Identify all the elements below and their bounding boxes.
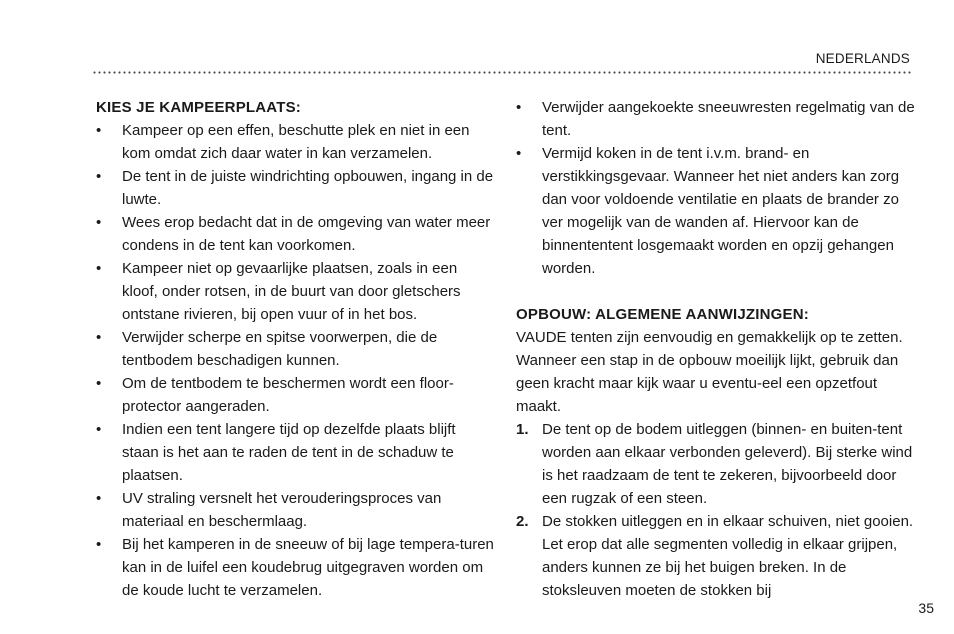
step-number: 1. [516,421,529,438]
bullet-icon: • [96,214,102,231]
bullet-icon: • [96,421,102,438]
setup-intro: VAUDE tenten zijn eenvoudig en gemakkelijk op te zetten. Wanneer een stap in de opbouw moeilijk lijkt, gebruik dan geen kracht maar kijk waar u eventu-eel een opzetfout maakt. [516,329,903,415]
list-item: • Verwijder aangekoekte sneeuwresten regelmatig van de tent. [516,96,916,142]
list-item: • Om de tentbodem te beschermen wordt een floor-protector aangeraden. [96,372,496,418]
language-label: NEDERLANDS [815,51,910,66]
right-column [516,96,916,602]
list-item: 2. De stokken uitleggen en in elkaar schuiven, niet gooien. Let erop dat alle segmenten volledig in elkaar grijpen, anders kunnen ze bij het buigen breken. In de stoksleuven moeten de stokken bij [516,510,916,602]
list-item: • Kampeer op een effen, beschutte plek en niet in een kom omdat zich daar water in kan verzamelen. [96,119,496,165]
list-item: • Wees erop bedacht dat in de omgeving van water meer condens in de tent kan voorkomen. [96,211,496,257]
campsite-tips-list [96,119,496,602]
section-heading-campsite: KIES JE KAMPEERPLAATS: [96,99,301,116]
bullet-icon: • [96,490,102,507]
bullet-icon: • [96,536,102,553]
section-heading-setup: OPBOUW: ALGEMENE AANWIJZINGEN: [516,306,809,323]
list-item: • De tent in de juiste windrichting opbouwen, ingang in de luwte. [96,165,496,211]
dotted-divider [92,71,912,74]
left-column [96,96,496,602]
step-number: 2. [516,513,529,530]
bullet-icon: • [516,145,522,162]
bullet-icon: • [96,375,102,392]
snow-cooking-list [516,96,916,280]
list-item: • Verwijder scherpe en spitse voorwerpen, die de tentbodem beschadigen kunnen. [96,326,496,372]
setup-steps-list [516,418,916,602]
list-item: • Vermijd koken in de tent i.v.m. brand- en verstikkingsgevaar. Wanneer het niet anders kan zorg dan voor voldoende ventilatie en plaats de brander zo ver mogelijk van de wanden af. Hiervoor kan de binnententent losgemaakt worden en opzij gehangen worden. [516,142,916,280]
bullet-icon: • [96,168,102,185]
bullet-icon: • [96,329,102,346]
list-item: 1. De tent op de bodem uitleggen (binnen- en buiten-tent worden aan elkaar verbonden geleverd). Bij sterke wind is het raadzaam de tent te zekeren, bijvoorbeeld door een rugzak of een steen. [516,418,916,510]
list-item: • Indien een tent langere tijd op dezelfde plaats blijft staan is het aan te raden de tent in de schaduw te plaatsen. [96,418,496,487]
list-item: • UV straling versnelt het verouderingsproces van materiaal en beschermlaag. [96,487,496,533]
list-item: • Bij het kamperen in de sneeuw of bij lage tempera-turen kan in de luifel een koudebrug uitgegraven worden om de koude lucht te verzamelen. [96,533,496,602]
bullet-icon: • [516,99,522,116]
list-item: • Kampeer niet op gevaarlijke plaatsen, zoals in een kloof, onder rotsen, in de buurt van door gletschers ontstane rivieren, bij open vuur of in het bos. [96,257,496,326]
bullet-icon: • [96,122,102,139]
page-number: 35 [918,600,934,616]
bullet-icon: • [96,260,102,277]
section-spacer [516,280,916,303]
